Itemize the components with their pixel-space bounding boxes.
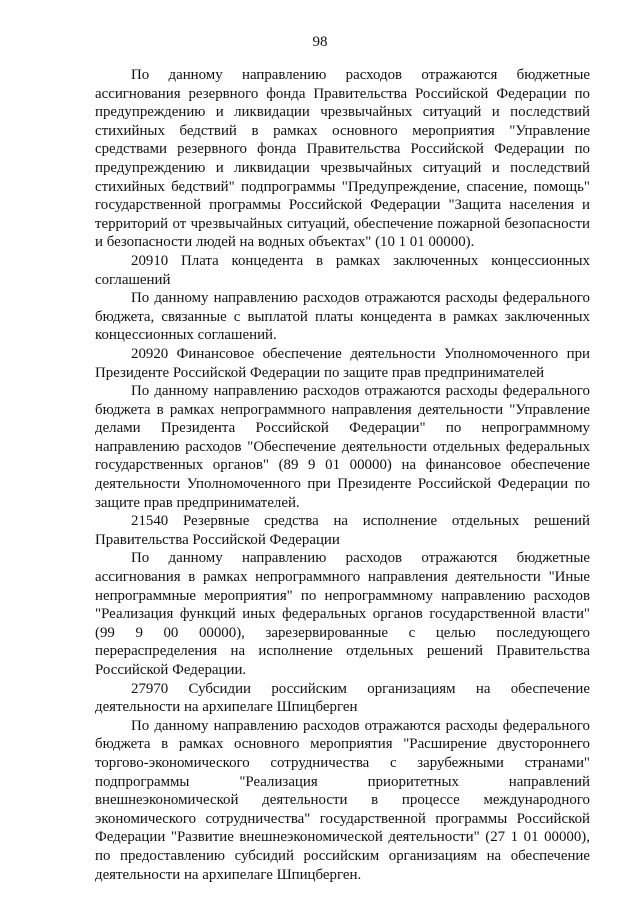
heading-27970-spitsbergen-subsidies: 27970 Субсидии российским организациям на обеспечение деятельности на архипелаге Шпицберген <box>95 680 590 716</box>
heading-20910-concession-payment: 20910 Плата концедента в рамках заключенных концессионных соглашений <box>95 252 590 288</box>
paragraph-20910-description: По данному направлению расходов отражаются расходы федерального бюджета, связанные с выплатой платы концедента в рамках заключенных концессионных соглашений. <box>95 290 590 344</box>
heading-20920-business-ombudsman: 20920 Финансовое обеспечение деятельности Уполномоченного при Президенте Российской Федерации по защите прав предпринимателей <box>95 345 590 381</box>
paragraph-reserve-fund-description: По данному направлению расходов отражаются бюджетные ассигнования резервного фонда Правительства Российской Федерации по предупреждению и ликвидации чрезвычайных ситуаций и последствий стихийных бедствий в рамках основного мероприятия "Управление средствами резервного фонда Правительства Российской Федерации по предупреждению и ликвидации чрезвычайных ситуаций и последствий стихийных бедствий" подпрограммы "Предупреждение, спасение, помощь" государственной программы Российской Федерации "Защита населения и территорий от чрезвычайных ситуаций, обеспечение пожарной безопасности и безопасности людей на водных объектах" (10 1 01 00000). <box>95 67 590 251</box>
document-body <box>95 66 590 884</box>
paragraph-27970-description: По данному направлению расходов отражаются расходы федерального бюджета в рамках основного мероприятия "Расширение двустороннего торгово-экономического сотрудничества с зарубежными странами" подпрограммы "Реализация приоритетных направлений внешнеэкономической деятельности в процессе международного экономического сотрудничества" государственной программы Российской Федерации "Развитие внешнеэкономической деятельности" (27 1 01 00000), по предоставлению субсидий российским организациям на обеспечение деятельности на архипелаге Шпицберген. <box>95 717 590 883</box>
paragraph-21540-description: По данному направлению расходов отражаются бюджетные ассигнования в рамках непрограммного направления деятельности "Иные непрограммные мероприятия" по непрограммному направлению расходов "Реализация функций иных федеральных органов государственной власти" (99 9 00 00000), зарезервированные с целью последующего перераспределения на исполнение отдельных решений Правительства Российской Федерации. <box>95 550 590 678</box>
page-number: 98 <box>312 34 328 50</box>
heading-21540-reserve-funds: 21540 Резервные средства на исполнение отдельных решений Правительства Российской Федерации <box>95 513 590 548</box>
paragraph-20920-description: По данному направлению расходов отражаются расходы федерального бюджета в рамках непрограммного направления деятельности "Управление делами Президента Российской Федерации" по непрограммному направлению расходов "Обеспечение деятельности отдельных федеральных государственных органов" (89 9 01 00000) на финансовое обеспечение деятельности Уполномоченного при Президенте Российской Федерации по защите прав предпринимателей. <box>95 383 590 511</box>
